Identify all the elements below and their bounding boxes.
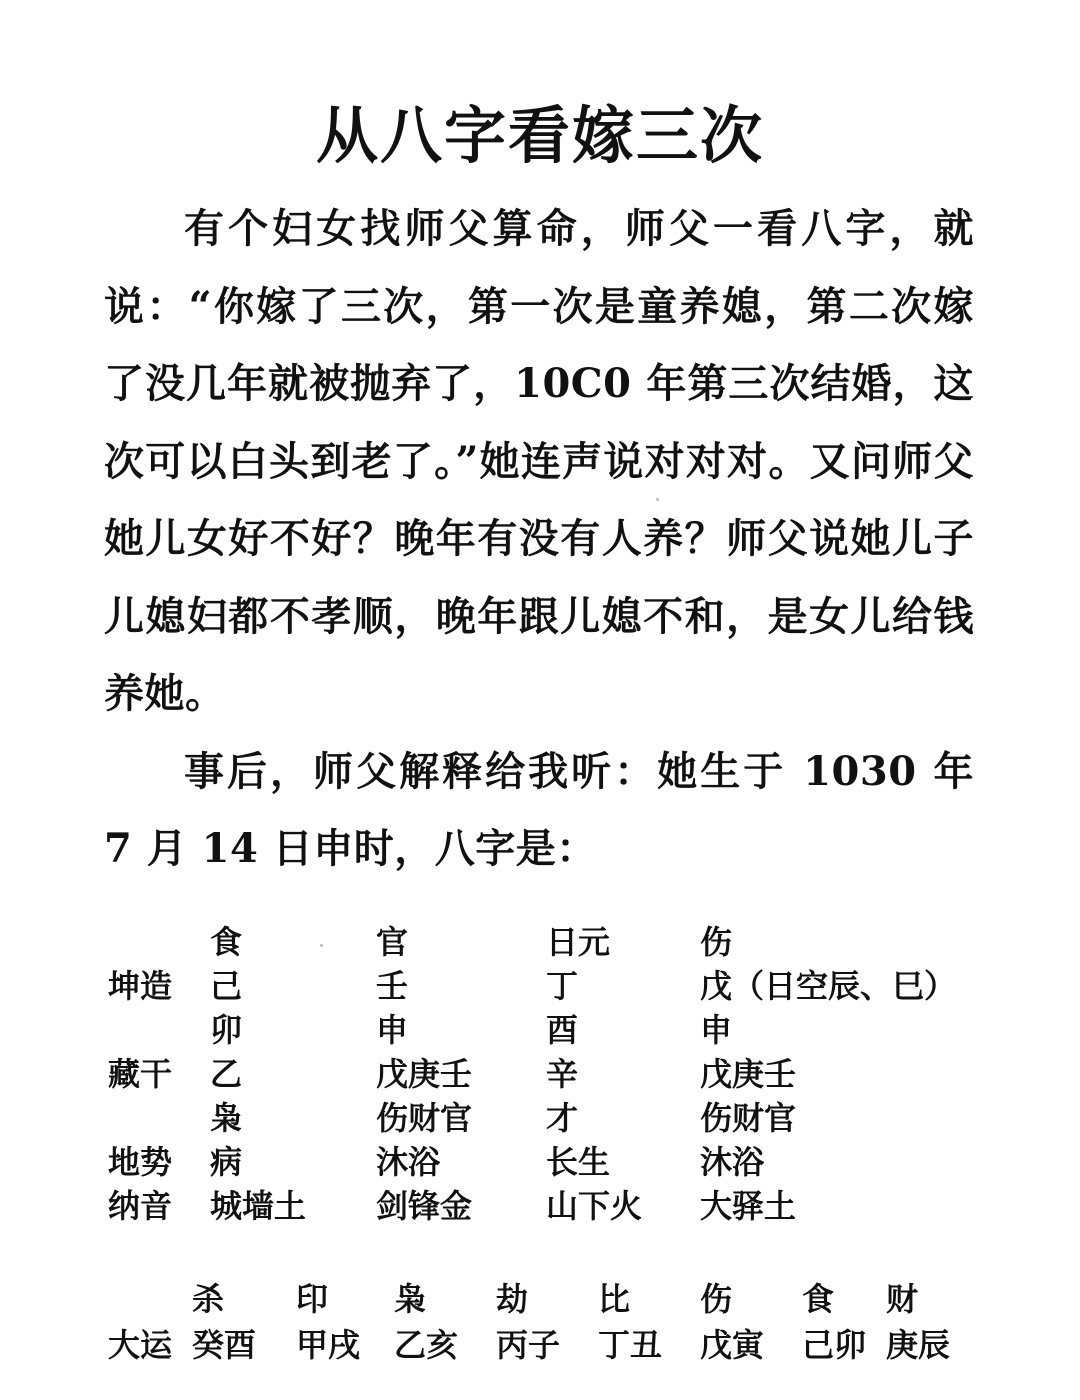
row-label: 坤造 [108, 967, 173, 1005]
dayun-god: 财 [886, 1280, 919, 1318]
month-cell: 申 [376, 1011, 409, 1049]
year-cell: 己 [210, 967, 243, 1005]
dayun-god: 伤 [700, 1280, 733, 1318]
year-cell: 病 [210, 1143, 243, 1181]
body-text [104, 190, 974, 888]
month-cell: 戊庚壬 [376, 1055, 473, 1093]
dayun-god: 枭 [394, 1280, 427, 1318]
day-cell: 长生 [546, 1143, 611, 1181]
dayun-god: 劫 [496, 1280, 529, 1318]
dayun-god: 比 [598, 1280, 631, 1318]
chart-row-hidden-stems [108, 1052, 1008, 1096]
bazi-chart [108, 920, 1008, 1228]
day-cell: 辛 [546, 1055, 579, 1093]
dayun-pillar: 戊寅 [700, 1326, 765, 1364]
dayun-pillar: 庚辰 [886, 1326, 951, 1364]
paragraph-1: 有个妇女找师父算命，师父一看八字，就说：“你嫁了三次，第一次是童养媳，第二次嫁了没几年就被抛弃了，10C0 年第三次结婚，这次可以白头到老了。”她连声说对对对。又问师父她儿女好不好？晚年有没有人养？师父说她儿子儿媳妇都不孝顺，晚年跟儿媳不和，是女儿给钱养她。 [104, 205, 974, 717]
dayun-gods-row [108, 1276, 1008, 1322]
chart-row-nayin [108, 1184, 1008, 1228]
dayun-god: 食 [802, 1280, 835, 1318]
chart-row-ten-gods-top [108, 920, 1008, 964]
year-cell: 枭 [210, 1099, 243, 1137]
scan-speck [656, 498, 659, 501]
month-cell: 伤财官 [376, 1099, 473, 1137]
dayun-pillars-row [108, 1322, 1008, 1368]
chart-row-branches [108, 1008, 1008, 1052]
dayun-pillar: 丁丑 [598, 1326, 663, 1364]
month-cell: 沐浴 [376, 1143, 441, 1181]
year-cell: 城墙土 [210, 1187, 307, 1225]
dayun-god: 杀 [192, 1280, 225, 1318]
dayun-god: 印 [296, 1280, 329, 1318]
dayun-pillar: 癸酉 [192, 1326, 257, 1364]
dayun-table [108, 1276, 1008, 1368]
day-cell: 丁 [546, 967, 579, 1005]
chart-row-hidden-gods [108, 1096, 1008, 1140]
dayun-pillar: 丙子 [496, 1326, 561, 1364]
dayun-pillar: 乙亥 [394, 1326, 459, 1364]
scan-speck [320, 944, 323, 947]
day-cell: 日元 [546, 923, 611, 961]
row-label: 藏干 [108, 1055, 173, 1093]
hour-cell: 大驿土 [700, 1187, 797, 1225]
month-cell: 官 [376, 923, 409, 961]
row-label: 纳音 [108, 1187, 173, 1225]
dayun-label: 大运 [108, 1326, 173, 1364]
day-cell: 酉 [546, 1011, 579, 1049]
month-cell: 剑锋金 [376, 1187, 473, 1225]
hour-cell: 伤财官 [700, 1099, 797, 1137]
year-cell: 食 [210, 923, 243, 961]
hour-cell: 沐浴 [700, 1143, 765, 1181]
dayun-pillar: 甲戌 [296, 1326, 361, 1364]
year-cell: 卯 [210, 1011, 243, 1049]
month-cell: 壬 [376, 967, 409, 1005]
chart-row-stems [108, 964, 1008, 1008]
day-cell: 才 [546, 1099, 579, 1137]
chart-row-life-stage [108, 1140, 1008, 1184]
hour-cell: 戊（日空辰、巳） [700, 967, 957, 1005]
hour-cell: 戊庚壬 [700, 1055, 797, 1093]
page-title: 从八字看嫁三次 [315, 99, 764, 172]
hour-cell: 伤 [700, 923, 733, 961]
dayun-pillar: 己卯 [802, 1326, 867, 1364]
day-cell: 山下火 [546, 1187, 643, 1225]
row-label: 地势 [108, 1143, 173, 1181]
hour-cell: 申 [700, 1011, 733, 1049]
paragraph-2: 事后，师父解释给我听：她生于 1030 年 7 月 14 日申时，八字是： [104, 747, 974, 872]
year-cell: 乙 [210, 1055, 243, 1093]
